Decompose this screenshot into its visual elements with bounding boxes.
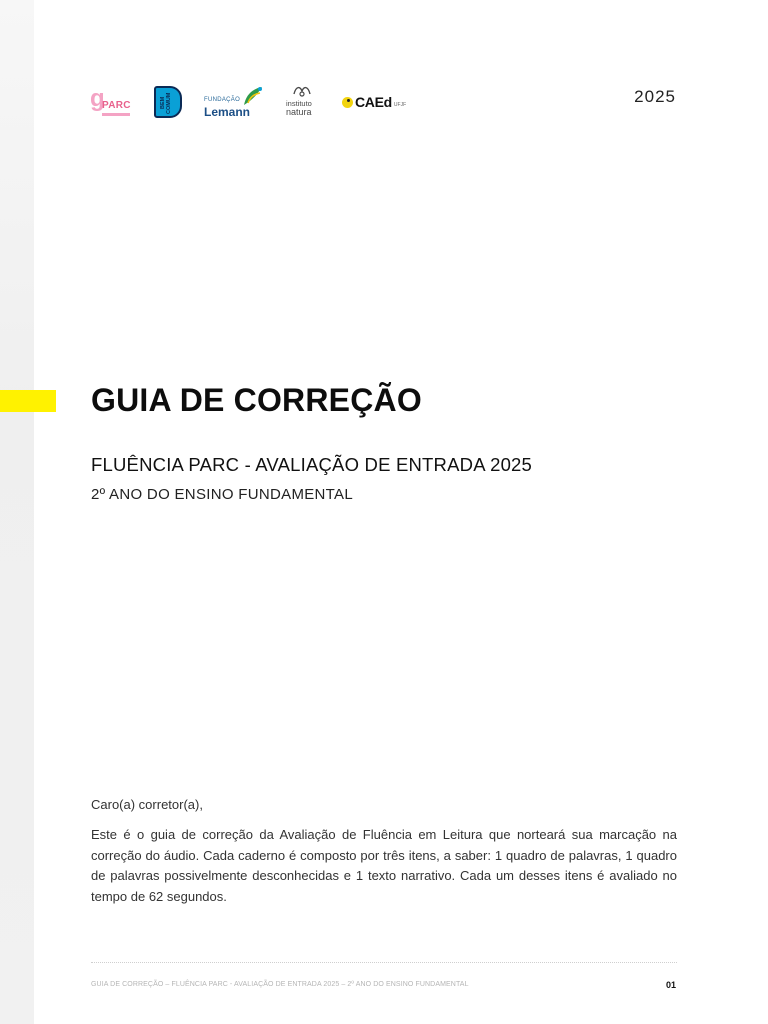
lemann-logo-text: Lemann	[204, 105, 251, 119]
caed-dot-icon	[342, 97, 353, 108]
greeting: Caro(a) corretor(a),	[91, 797, 203, 812]
bem-comum-logo-text: BEM COMUM	[160, 92, 172, 114]
caed-logo-small-text: UFJF	[393, 102, 407, 108]
intro-text	[91, 797, 677, 907]
page-number: 01	[665, 980, 676, 990]
accent-bar	[0, 390, 56, 412]
grade-label: 2º ANO DO ENSINO FUNDAMENTAL	[91, 486, 353, 503]
caed-logo	[342, 94, 406, 110]
partner-logos	[90, 84, 406, 120]
parc-logo	[90, 86, 132, 118]
page-title: GUIA DE CORREÇÃO	[91, 382, 422, 418]
side-strip	[0, 0, 34, 1024]
parc-logo-mark: g	[90, 85, 105, 112]
parc-logo-text: PARC	[102, 100, 131, 111]
bem-comum-logo	[154, 86, 182, 118]
natura-logo-line1: instituto	[286, 99, 312, 108]
parc-logo-bar	[102, 113, 130, 116]
footer-divider	[91, 962, 677, 963]
natura-logo-line2: natura	[286, 107, 312, 117]
fundacao-lemann-logo	[204, 85, 264, 119]
caed-logo-text: CAEd	[355, 94, 392, 110]
lemann-logo-small-text: FUNDAÇÃO	[204, 97, 241, 103]
instituto-natura-logo	[286, 84, 320, 120]
intro-paragraph: Este é o guia de correção da Avaliação de Fluência em Leitura que norteará sua marcação na correção do áudio. Cada caderno é composto por três itens, a saber: 1 quadro de palavras, 1 quadro de palavras possivelmente desconhecidas e 1 texto narrativo. Cada um desses itens é avaliado no tempo de 62 segundos.	[91, 827, 677, 904]
footer-text: GUIA DE CORREÇÃO – FLUÊNCIA PARC - AVALIAÇÃO DE ENTRADA 2025 – 2º ANO DO ENSINO FUNDAMENTAL	[91, 981, 469, 988]
year: 2025	[634, 87, 676, 106]
natura-swirl-icon	[292, 84, 312, 98]
lemann-leaf-icon	[240, 85, 264, 107]
page-subtitle: FLUÊNCIA PARC - AVALIAÇÃO DE ENTRADA 2025	[91, 454, 533, 475]
